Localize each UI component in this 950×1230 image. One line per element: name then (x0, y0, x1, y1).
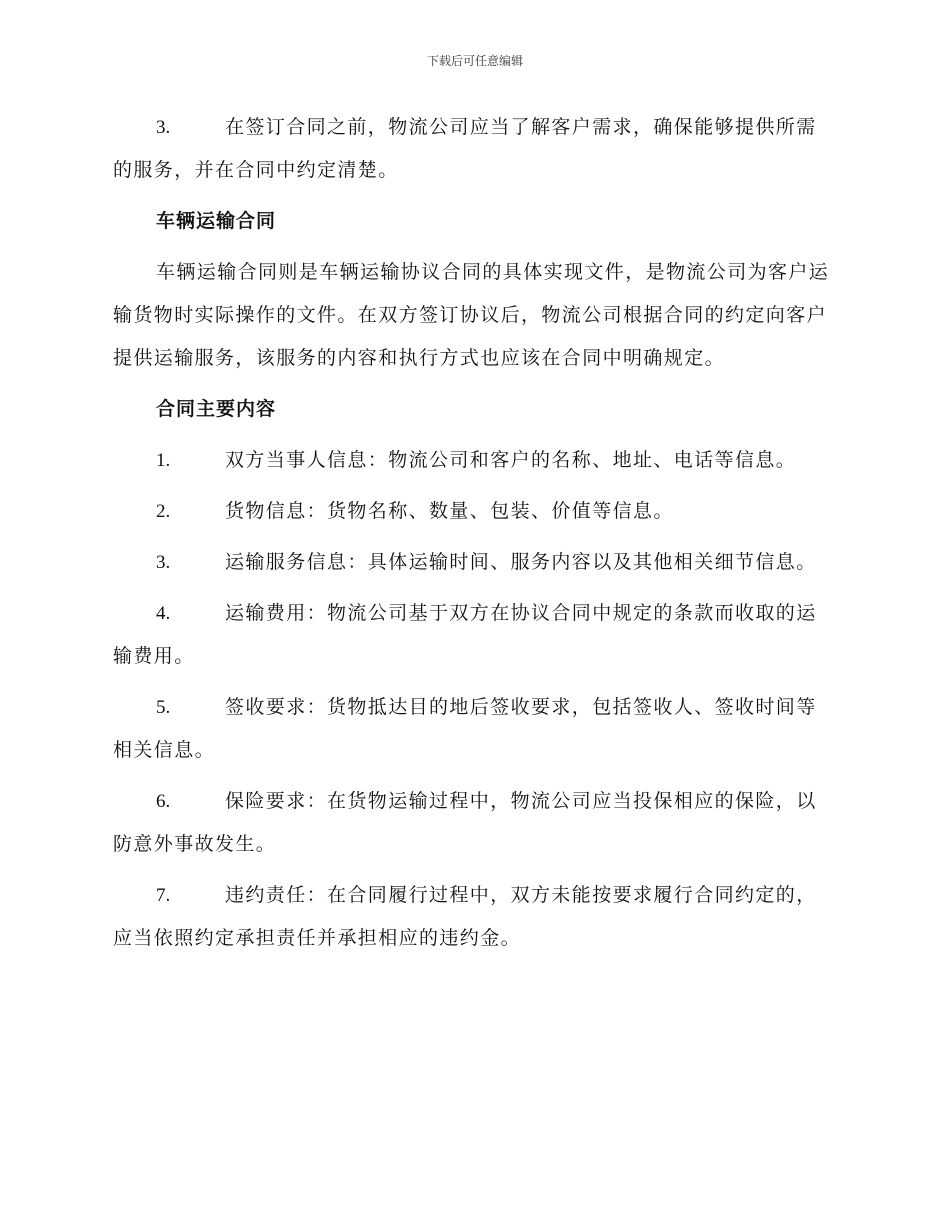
list-item-number: 4. (156, 603, 171, 624)
list-item (113, 874, 833, 960)
list-item (113, 439, 833, 482)
list-item-text: 运输费用：物流公司基于双方在协议合同中规定的条款而收取的运输费用。 (113, 602, 817, 667)
list-item (113, 686, 833, 772)
list-item-number: 6. (156, 791, 171, 812)
list-item-text: 违约责任：在合同履行过程中，双方未能按要求履行合同约定的，应当依照约定承担责任并承担相应的违约金。 (113, 884, 817, 949)
list-item-number: 7. (156, 885, 171, 906)
page-header-note: 下载后可任意编辑 (426, 54, 523, 68)
list-item-text: 保险要求：在货物运输过程中，物流公司应当投保相应的保险，以防意外事故发生。 (113, 790, 817, 855)
list-item (113, 592, 833, 678)
list-item (113, 541, 833, 584)
section-heading-vehicle-contract: 车辆运输合同 (156, 210, 277, 232)
list-item-number: 2. (156, 501, 171, 522)
list-item (113, 490, 833, 533)
list-item-text: 在签订合同之前，物流公司应当了解客户需求，确保能够提供所需的服务，并在合同中约定清楚。 (113, 116, 817, 181)
list-item-text: 运输服务信息：具体运输时间、服务内容以及其他相关细节信息。 (225, 551, 817, 573)
list-item (113, 106, 833, 192)
list-item-number: 3. (156, 117, 171, 138)
list-item-text: 双方当事人信息：物流公司和客户的名称、地址、电话等信息。 (225, 449, 797, 471)
section-paragraph: 车辆运输合同则是车辆运输协议合同的具体实现文件，是物流公司为客户运输货物时实际操作的文件。在双方签订协议后，物流公司根据合同的约定向客户提供运输服务，该服务的内容和执行方式也应该在合同中明确规定。 (113, 261, 830, 369)
list-item (113, 780, 833, 866)
document-body (113, 106, 833, 968)
section-heading-main-content: 合同主要内容 (156, 398, 277, 420)
list-item-number: 1. (156, 450, 171, 471)
list-item-number: 3. (156, 552, 171, 573)
list-item-number: 5. (156, 697, 171, 718)
list-item-text: 货物信息：货物名称、数量、包装、价值等信息。 (225, 500, 674, 522)
list-item-text: 签收要求：货物抵达目的地后签收要求，包括签收人、签收时间等相关信息。 (113, 696, 817, 761)
